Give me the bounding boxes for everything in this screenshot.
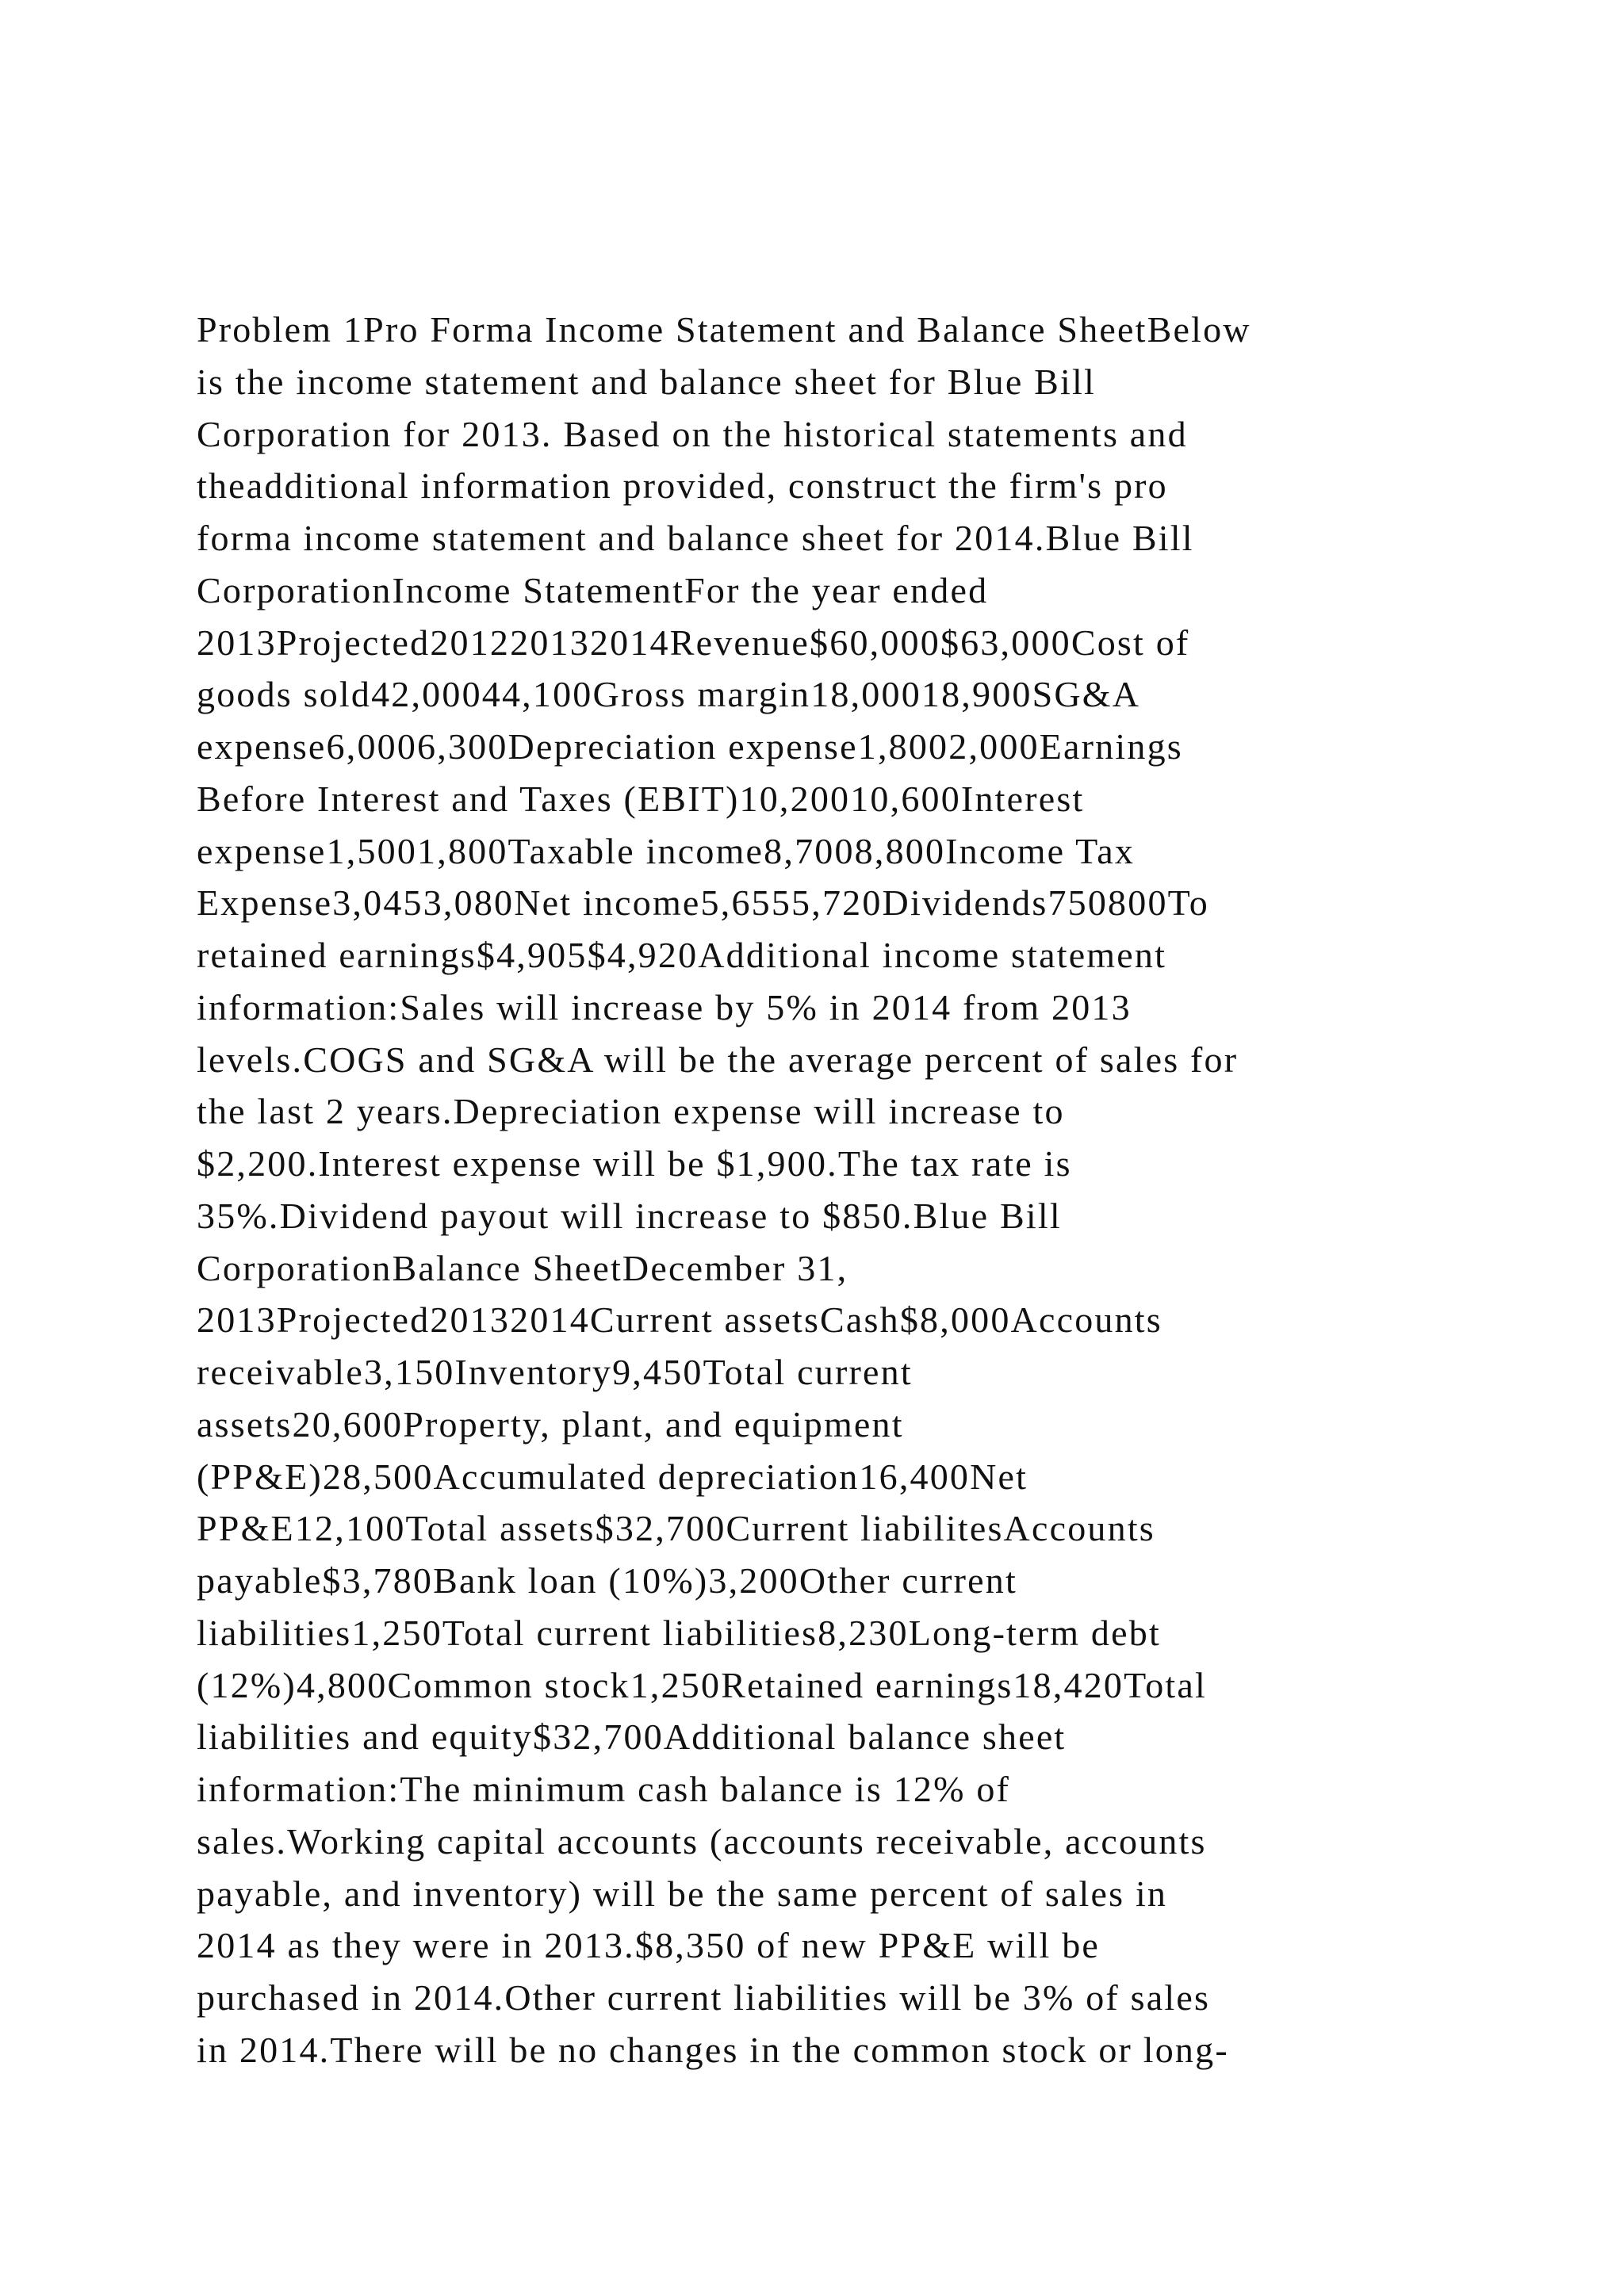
text-line: $2,200.Interest expense will be $1,900.The tax rate is (197, 1143, 1072, 1184)
text-line: the last 2 years.Depreciation expense will increase to (197, 1091, 1065, 1132)
text-line: levels.COGS and SG&A will be the average percent of sales for (197, 1039, 1239, 1080)
text-line: liabilities1,250Total current liabilities8,230Long-term debt (197, 1612, 1161, 1653)
text-line: expense6,0006,300Depreciation expense1,8002,000Earnings (197, 726, 1183, 767)
text-line: goods sold42,00044,100Gross margin18,00018,900SG&A (197, 674, 1141, 715)
text-line: 2013Projected20132014Current assetsCash$8,000Accounts (197, 1299, 1162, 1341)
text-line: 2014 as they were in 2013.$8,350 of new PP&E will be (197, 1925, 1101, 1966)
text-line: payable$3,780Bank loan (10%)3,200Other current (197, 1560, 1017, 1601)
text-line: 2013Projected201220132014Revenue$60,000$63,000Cost of (197, 622, 1190, 663)
text-line: (PP&E)28,500Accumulated depreciation16,400Net (197, 1456, 1028, 1497)
text-line: is the income statement and balance sheet for Blue Bill (197, 361, 1096, 402)
text-line: Corporation for 2013. Based on the historical statements and (197, 413, 1188, 454)
text-line: Expense3,0453,080Net income5,6555,720Dividends750800To (197, 882, 1209, 924)
text-line: liabilities and equity$32,700Additional balance sheet (197, 1716, 1067, 1758)
text-line: theadditional information provided, construct the firm's pro (197, 465, 1168, 507)
text-line: assets20,600Property, plant, and equipment (197, 1403, 904, 1445)
text-line: CorporationBalance SheetDecember 31, (197, 1247, 848, 1288)
text-line: purchased in 2014.Other current liabilities will be 3% of sales (197, 1977, 1211, 2018)
text-line: payable, and inventory) will be the same percent of sales in (197, 1873, 1168, 1914)
text-line: receivable3,150Inventory9,450Total current (197, 1352, 913, 1392)
text-line: 35%.Dividend payout will increase to $850.Blue Bill (197, 1195, 1062, 1236)
text-line: in 2014.There will be no changes in the common stock or long- (197, 2029, 1229, 2070)
text-line: (12%)4,800Common stock1,250Retained earnings18,420Total (197, 1664, 1207, 1705)
text-line: CorporationIncome StatementFor the year ended (197, 569, 989, 610)
text-line: forma income statement and balance sheet for 2014.Blue Bill (197, 518, 1194, 558)
text-line: sales.Working capital accounts (accounts receivable, accounts (197, 1820, 1207, 1862)
text-line: Before Interest and Taxes (EBIT)10,20010,600Interest (197, 778, 1085, 819)
problem-text (197, 304, 1450, 2076)
text-line: expense1,5001,800Taxable income8,7008,800Income Tax (197, 830, 1136, 871)
text-line: information:Sales will increase by 5% in 2014 from 2013 (197, 986, 1132, 1027)
text-line: Problem 1Pro Forma Income Statement and Balance SheetBelow (197, 309, 1251, 350)
text-line: retained earnings$4,905$4,920Additional income statement (197, 935, 1167, 975)
text-line: PP&E12,100Total assets$32,700Current liabilitesAccounts (197, 1508, 1155, 1549)
text-line: information:The minimum cash balance is 12% of (197, 1769, 1011, 1809)
